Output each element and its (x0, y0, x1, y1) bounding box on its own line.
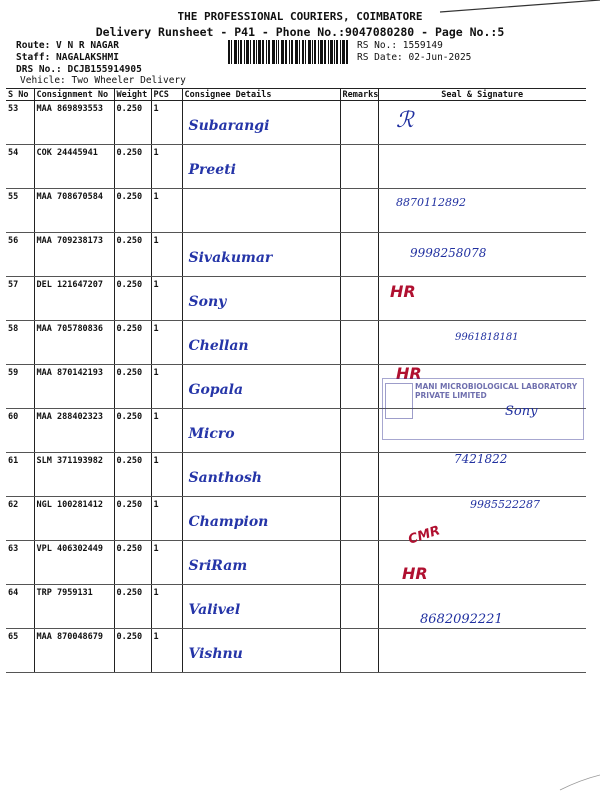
consignee-cell (182, 233, 340, 277)
col-weight: Weight (114, 89, 151, 101)
cell-sno: 53 (6, 101, 34, 145)
remarks-cell (340, 453, 378, 497)
cell-pcs: 1 (151, 541, 182, 585)
cell-pcs: 1 (151, 277, 182, 321)
remarks-cell (340, 629, 378, 673)
consignee-cell (182, 321, 340, 365)
consignee-cell (182, 629, 340, 673)
handwritten-phone: 8870112892 (396, 196, 466, 209)
table-header-row (6, 89, 586, 101)
handwritten-initials: CMR (406, 523, 443, 548)
col-signature: Seal & Signature (378, 89, 586, 101)
consignee-cell (182, 497, 340, 541)
remarks-cell (340, 585, 378, 629)
handwritten-phone: 8682092221 (420, 612, 503, 627)
table-row (6, 541, 586, 585)
signature-cell (378, 145, 586, 189)
cell-weight: 0.250 (114, 233, 151, 277)
table-row (6, 233, 586, 277)
consignee-name: Champion (188, 514, 269, 530)
handwritten-phone: 9961818181 (455, 332, 519, 343)
consignee-name: Valivel (188, 602, 241, 618)
handwritten-initials: HR (390, 282, 416, 301)
cell-sno: 60 (6, 409, 34, 453)
cell-weight: 0.250 (114, 497, 151, 541)
cell-pcs: 1 (151, 497, 182, 541)
consignee-name: Subarangi (188, 118, 270, 134)
cell-consignment: MAA 705780836 (34, 321, 114, 365)
cell-weight: 0.250 (114, 541, 151, 585)
cell-consignment: NGL 100281412 (34, 497, 114, 541)
cell-consignment: MAA 869893553 (34, 101, 114, 145)
remarks-cell (340, 409, 378, 453)
col-remarks: Remarks (340, 89, 378, 101)
route-label: Route: V N R NAGAR (16, 40, 119, 51)
consignee-name: Chellan (188, 338, 249, 354)
cell-consignment: MAA 709238173 (34, 233, 114, 277)
remarks-cell (340, 189, 378, 233)
table-row (6, 145, 586, 189)
cell-sno: 58 (6, 321, 34, 365)
col-pcs: PCS (151, 89, 182, 101)
vehicle-label: Vehicle: Two Wheeler Delivery (20, 75, 186, 86)
cell-sno: 55 (6, 189, 34, 233)
cell-pcs: 1 (151, 233, 182, 277)
cell-pcs: 1 (151, 409, 182, 453)
cell-consignment: MAA 870142193 (34, 365, 114, 409)
handwritten-initials: HR (402, 564, 428, 583)
remarks-cell (340, 277, 378, 321)
consignee-name: Santhosh (188, 470, 262, 486)
cell-pcs: 1 (151, 585, 182, 629)
cell-pcs: 1 (151, 101, 182, 145)
consignee-cell (182, 585, 340, 629)
cell-consignment: MAA 708670584 (34, 189, 114, 233)
col-consignment: Consignment No (34, 89, 114, 101)
col-consignee: Consignee Details (182, 89, 340, 101)
table-row (6, 189, 586, 233)
cell-consignment: VPL 406302449 (34, 541, 114, 585)
remarks-cell (340, 365, 378, 409)
staff-label: Staff: NAGALAKSHMI (16, 52, 119, 63)
consignee-name: Vishnu (188, 646, 243, 662)
cell-pcs: 1 (151, 453, 182, 497)
cell-weight: 0.250 (114, 629, 151, 673)
cell-pcs: 1 (151, 189, 182, 233)
cell-pcs: 1 (151, 629, 182, 673)
consignee-cell (182, 145, 340, 189)
consignee-cell (182, 453, 340, 497)
consignee-cell (182, 189, 340, 233)
table-row (6, 629, 586, 673)
cell-consignment: MAA 870048679 (34, 629, 114, 673)
cell-sno: 61 (6, 453, 34, 497)
cell-sno: 54 (6, 145, 34, 189)
cell-sno: 62 (6, 497, 34, 541)
consignee-name: Sony (188, 294, 227, 310)
consignee-name: Gopala (188, 382, 244, 398)
signature-cell (378, 629, 586, 673)
consignee-cell (182, 277, 340, 321)
cell-sno: 57 (6, 277, 34, 321)
cell-sno: 65 (6, 629, 34, 673)
remarks-cell (340, 541, 378, 585)
consignee-cell (182, 409, 340, 453)
cell-pcs: 1 (151, 145, 182, 189)
cell-weight: 0.250 (114, 453, 151, 497)
consignee-name: SriRam (188, 558, 248, 574)
drs-number: DRS No.: DCJB155914905 (16, 64, 142, 75)
cell-pcs: 1 (151, 365, 182, 409)
cell-weight: 0.250 (114, 585, 151, 629)
remarks-cell (340, 233, 378, 277)
handwritten-phone: 7421822 (454, 452, 508, 466)
seal-logo-icon (385, 383, 413, 419)
barcode-icon (228, 40, 348, 64)
cell-consignment: TRP 7959131 (34, 585, 114, 629)
cell-sno: 63 (6, 541, 34, 585)
cell-consignment: MAA 288402323 (34, 409, 114, 453)
remarks-cell (340, 101, 378, 145)
cell-pcs: 1 (151, 321, 182, 365)
rs-number: RS No.: 1559149 (357, 40, 443, 51)
consignee-name: Preeti (188, 162, 237, 178)
remarks-cell (340, 145, 378, 189)
handwritten-signature: Sony (505, 404, 538, 419)
stamp-text: MANI MICROBIOLOGICAL LABORATORY PRIVATE LIMITED (415, 382, 578, 400)
cell-weight: 0.250 (114, 409, 151, 453)
cell-weight: 0.250 (114, 365, 151, 409)
handwritten-phone: 9985522287 (470, 498, 540, 511)
consignee-cell (182, 541, 340, 585)
company-title: THE PROFESSIONAL COURIERS, COIMBATORE (177, 10, 423, 23)
rs-date: RS Date: 02-Jun-2025 (357, 52, 472, 63)
consignee-name: Sivakumar (188, 250, 273, 266)
table-row (6, 277, 586, 321)
consignee-cell (182, 365, 340, 409)
cell-weight: 0.250 (114, 101, 151, 145)
cell-weight: 0.250 (114, 189, 151, 233)
handwritten-phone: 9998258078 (410, 246, 487, 260)
cell-sno: 56 (6, 233, 34, 277)
remarks-cell (340, 497, 378, 541)
runsheet-subtitle: Delivery Runsheet - P41 - Phone No.:9047080280 - Page No.:5 (95, 25, 505, 39)
col-sno: S No (6, 89, 34, 101)
cell-sno: 59 (6, 365, 34, 409)
cell-sno: 64 (6, 585, 34, 629)
consignee-name: Micro (188, 426, 235, 442)
table-row (6, 101, 586, 145)
cell-consignment: SLM 371193982 (34, 453, 114, 497)
cell-consignment: COK 24445941 (34, 145, 114, 189)
signature-scribble: ℛ (396, 108, 414, 133)
cell-weight: 0.250 (114, 145, 151, 189)
handwritten-initials: HR (396, 364, 422, 383)
cell-weight: 0.250 (114, 277, 151, 321)
consignee-cell (182, 101, 340, 145)
cell-weight: 0.250 (114, 321, 151, 365)
remarks-cell (340, 321, 378, 365)
cell-consignment: DEL 121647207 (34, 277, 114, 321)
company-seal-stamp (382, 378, 584, 440)
